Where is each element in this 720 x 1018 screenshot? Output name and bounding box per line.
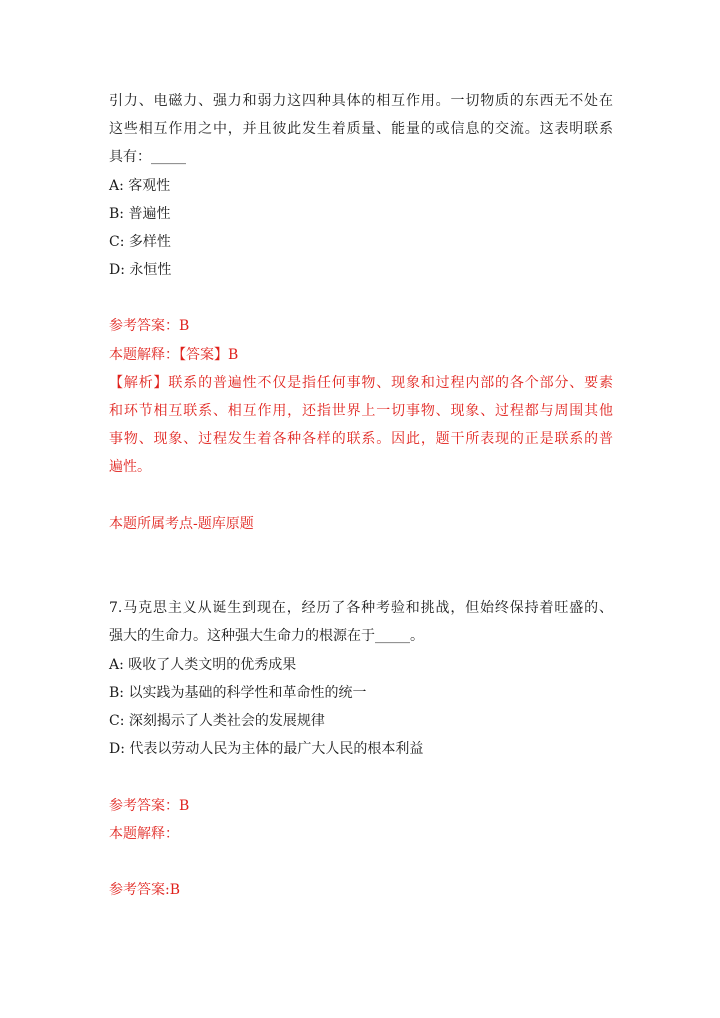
question-6-option-a: A: 客观性 [109, 178, 171, 194]
question-6-explanation-line: 和环节相互联系、相互作用，还指世界上一切事物、现象、过程都与周围其他 [109, 403, 613, 419]
question-6-explanation-line: 遍性。 [109, 459, 151, 475]
question-7-option-b: B: 以实践为基础的科学性和革命性的统一 [109, 685, 367, 701]
question-6-knowledge-point: 本题所属考点-题库原题 [109, 516, 254, 532]
question-6-stem-line: 引力、电磁力、强力和弱力这四种具体的相互作用。一切物质的东西无不处在 [109, 93, 613, 109]
question-6-option-d: D: 永恒性 [109, 262, 172, 278]
question-7-option-a: A: 吸收了人类文明的优秀成果 [109, 657, 297, 673]
question-7-option-d: D: 代表以劳动人民为主体的最广大人民的根本利益 [109, 741, 424, 757]
question-7-option-c: C: 深刻揭示了人类社会的发展规律 [109, 713, 325, 729]
question-6-explanation-line: 【解析】联系的普遍性不仅是指任何事物、现象和过程内部的各个部分、要素 [109, 375, 613, 391]
question-7-explanation-header: 本题解释： [109, 826, 179, 842]
question-6-answer: 参考答案：B [109, 318, 190, 334]
question-7-stem-line: 7.马克思主义从诞生到现在，经历了各种考验和挑战，但始终保持着旺盛的、 [109, 600, 613, 616]
question-6-explanation-header: 本题解释：【答案】B [109, 347, 239, 363]
question-7-answer: 参考答案：B [109, 798, 190, 814]
footer-answer: 参考答案:B [109, 882, 181, 898]
question-6-explanation-line: 事物、现象、过程发生着各种各样的联系。因此，题干所表现的正是联系的普 [109, 431, 613, 447]
question-6-option-c: C: 多样性 [109, 234, 171, 250]
question-6-stem-line: 具有：_____ [109, 149, 186, 165]
question-7-stem-line: 强大的生命力。这种强大生命力的根源在于_____。 [109, 628, 424, 644]
question-6-stem-line: 这些相互作用之中，并且彼此发生着质量、能量的或信息的交流。这表明联系 [109, 121, 613, 137]
question-6-option-b: B: 普遍性 [109, 206, 171, 222]
